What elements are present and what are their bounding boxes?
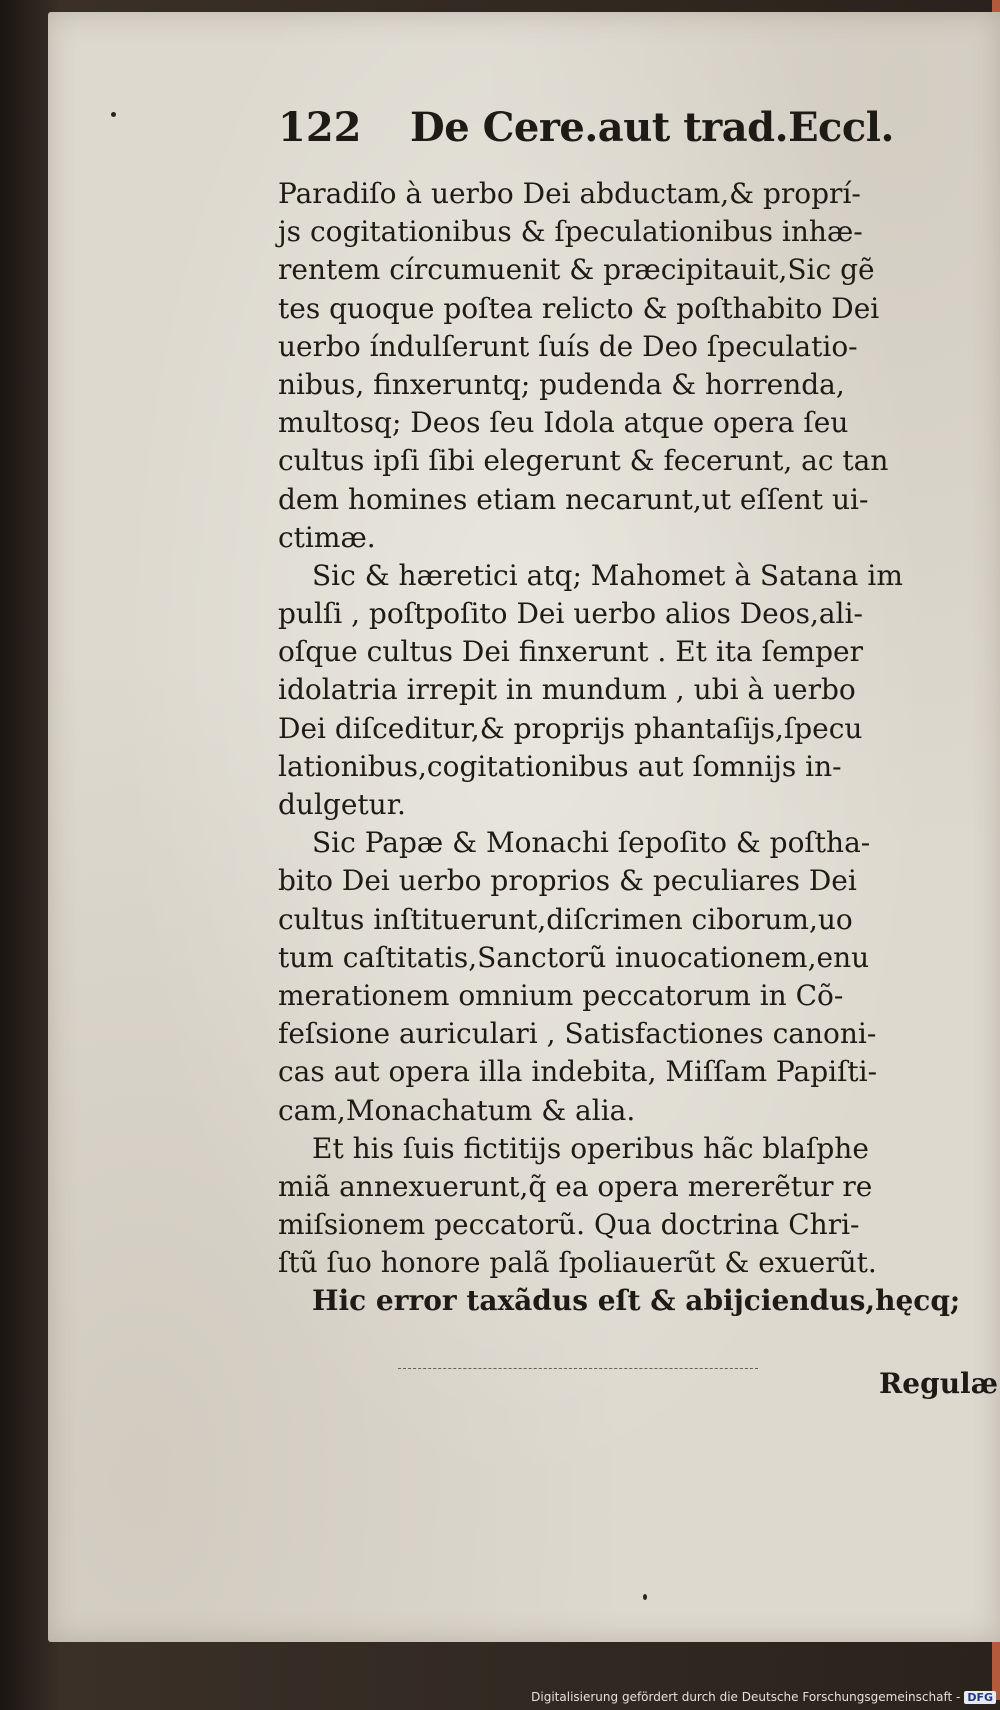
text-line: pulſi , poſtpoſito Dei uerbo alios Deos,ali- (278, 597, 863, 631)
emphasis-line: Hic error taxãdus eſt & abijciendus,hęcq; (312, 1284, 961, 1318)
text-line: Dei diſceditur,& proprijs phantaſijs,ſpecu (278, 711, 863, 745)
text-line: bito Dei uerbo proprios & peculiares Dei (278, 864, 857, 898)
text-line: Paradiſo à uerbo Dei abductam,& proprí- (278, 177, 861, 210)
text-line: oſque cultus Dei finxerunt . Et ita ſemper (278, 635, 863, 669)
text-line: ſtũ ſuo honore palã ſpoliauerũt & exuerũt. (278, 1246, 877, 1280)
text-line: uerbo índulſerunt ſuís de Deo ſpeculatio- (278, 329, 858, 363)
page-header (48, 104, 1000, 164)
text-line: cultus inſtituerunt,diſcrimen ciborum,uo (278, 902, 853, 936)
catchword: Regulæ (879, 1367, 998, 1400)
paragraph-start-line: Et his ſuis fictitijs operibus hãc blaſphe (312, 1131, 869, 1165)
paragraph-start-line: Sic & hæretici atq; Mahomet à Satana im (312, 558, 903, 592)
text-line: merationem omnium peccatorum in Cõ- (278, 978, 844, 1012)
body-text (278, 175, 998, 1321)
text-line: multosq; Deos ſeu Idola atque opera ſeu (278, 406, 849, 440)
text-line: cultus ipſi ſibi elegerunt & fecerunt, ac tan (278, 444, 889, 478)
ink-speck (111, 112, 116, 117)
text-line: rentem círcumuenit & præcipitauit,Sic gẽ (278, 253, 875, 287)
ink-speck (643, 1594, 647, 1600)
text-line: miſsionem peccatorũ. Qua doctrina Chri- (278, 1208, 860, 1242)
dfg-logo-icon: DFG (964, 1691, 996, 1704)
footer-text: Digitalisierung gefördert durch die Deutsche Forschungsgemeinschaft - (531, 1690, 961, 1704)
page-number: 122 (278, 104, 362, 151)
text-line: feſsione auriculari , Satisfactiones canoni- (278, 1017, 877, 1051)
text-line: dem homines etiam necarunt,ut eſſent ui- (278, 482, 869, 516)
text-line: nibus, finxeruntq; pudenda & horrenda, (278, 367, 845, 401)
text-line: js cogitationibus & ſpeculationibus inhæ- (278, 215, 863, 249)
text-line: tum caſtitatis,Sanctorũ inuocationem,enu (278, 940, 870, 974)
text-line: ctimæ. (278, 520, 376, 554)
text-line: miã annexuerunt,q̃ ea opera mererẽtur re (278, 1169, 873, 1203)
running-head: De Cere.aut trad.Eccl. (410, 104, 894, 151)
text-line: cam,Monachatum & alia. (278, 1093, 636, 1127)
text-line: tes quoque poſtea relicto & poſthabito Dei (278, 291, 880, 325)
text-line: lationibus,cogitationibus aut ſomnijs in- (278, 749, 842, 783)
digitization-footer (531, 1690, 996, 1704)
book-page (48, 12, 1000, 1642)
text-line: idolatria irrepit in mundum , ubi à uerbo (278, 673, 856, 707)
text-line: cas aut opera illa indebita, Miſſam Papiſti- (278, 1055, 878, 1089)
text-line: dulgetur. (278, 788, 406, 821)
paragraph-start-line: Sic Papæ & Monachi ſepoſito & poſtha- (312, 826, 871, 860)
